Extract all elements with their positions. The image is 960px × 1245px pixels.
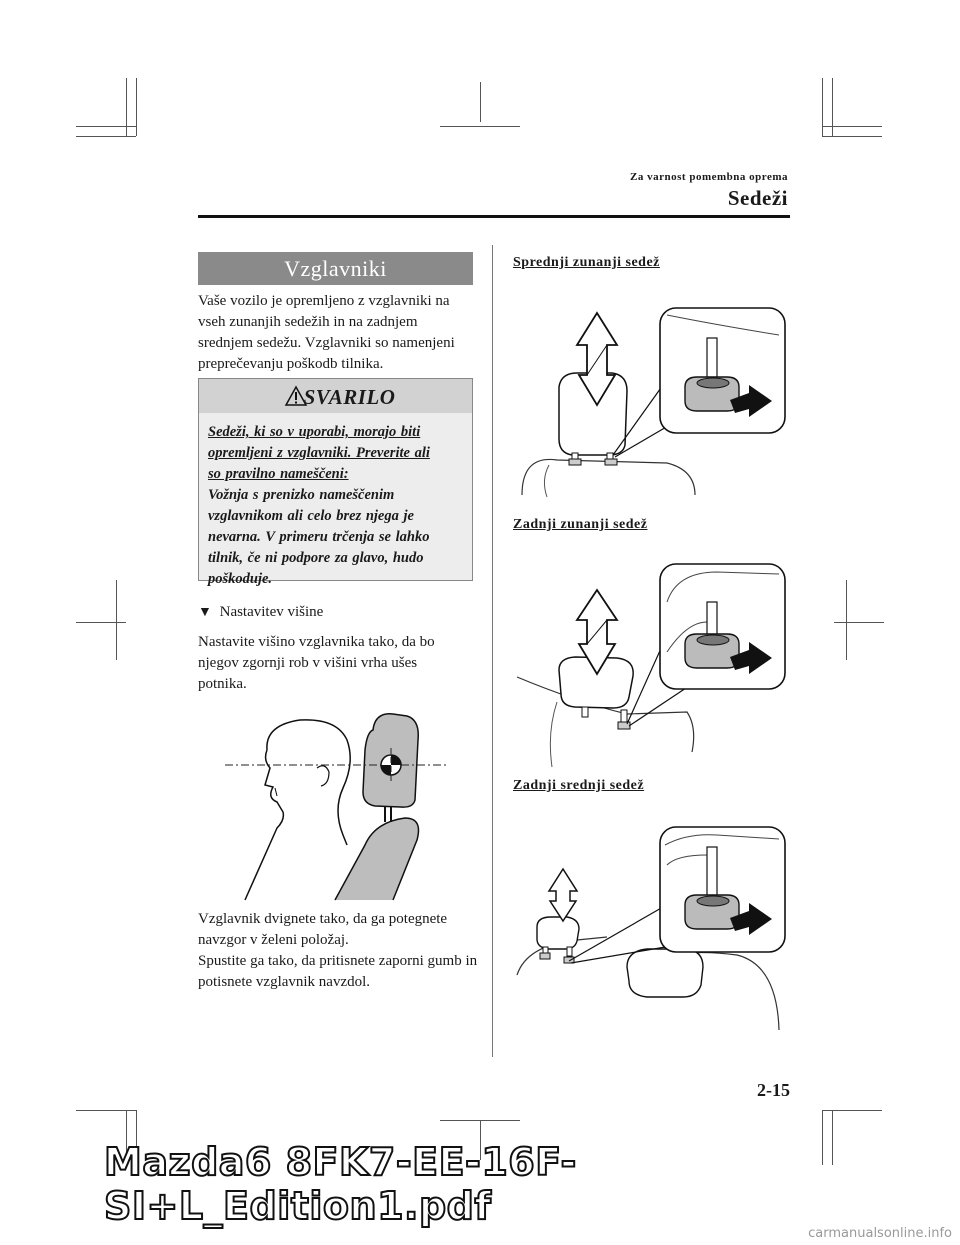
warning-line: tilnik, če ni podpore za glavo, hudo <box>208 550 424 566</box>
figure-caption-front-outer: Sprednji zunanji sedež <box>513 255 660 270</box>
warning-box <box>198 378 473 587</box>
subsection-heading <box>198 604 323 621</box>
warning-text <box>208 422 466 590</box>
lower-instruction: Spustite ga tako, da pritisnete zaporni gumb in potisnete vzglavnik navzdol. <box>198 953 478 990</box>
warning-line: poškoduje. <box>208 571 273 587</box>
height-paragraph: Nastavite višino vzglavnika tako, da bo njegov zgornji rob v višini vrha ušes potnika. <box>198 634 435 692</box>
column-divider <box>492 245 493 1057</box>
bullet-triangle-icon: ▼ <box>198 605 212 620</box>
subsection-title: Nastavitev višine <box>219 604 324 620</box>
figure-caption-rear-center: Zadnji srednji sedež <box>513 778 645 793</box>
site-watermark: carmanualsonline.info <box>808 1226 952 1241</box>
rear-center-seat-illustration <box>517 825 787 1030</box>
warning-line: so pravilno nameščeni: <box>208 466 349 482</box>
warning-line: Vožnja s prenizko nameščenim <box>208 487 395 503</box>
warning-title: SVARILO <box>303 385 396 409</box>
page-number: 2-15 <box>757 1080 790 1100</box>
rear-outer-seat-illustration <box>517 562 787 777</box>
front-outer-seat-illustration <box>517 305 787 500</box>
chapter-title: Za varnost pomembna oprema <box>630 171 788 183</box>
header-rule <box>198 215 790 218</box>
warning-line: vzglavnikom ali celo brez njega je <box>208 508 414 524</box>
file-name-watermark: Mazda6 8FK7-EE-16F-SI+L_Edition1.pdf <box>104 1140 577 1228</box>
head-headrest-illustration <box>225 710 450 905</box>
warning-line: opremljeni z vzglavniki. Preverite ali <box>208 445 430 461</box>
adjust-paragraph <box>198 909 478 993</box>
warning-line: Sedeži, ki so v uporabi, morajo biti <box>208 424 421 440</box>
intro-paragraph: Vaše vozilo je opremljeno z vzglavniki na vseh zunanjih sedežih in na zadnjem srednjem sedežu. Vzglavniki so namenjeni preprečevanju poškodb tilnika. <box>198 293 455 372</box>
raise-instruction: Vzglavnik dvignete tako, da ga potegnete navzgor v želeni položaj. <box>198 911 448 948</box>
figure-caption-rear-outer: Zadnji zunanji sedež <box>513 517 648 532</box>
section-heading: Vzglavniki <box>198 252 473 285</box>
warning-line: nevarna. V primeru trčenja se lahko <box>208 529 430 545</box>
section-title: Sedeži <box>727 186 788 210</box>
